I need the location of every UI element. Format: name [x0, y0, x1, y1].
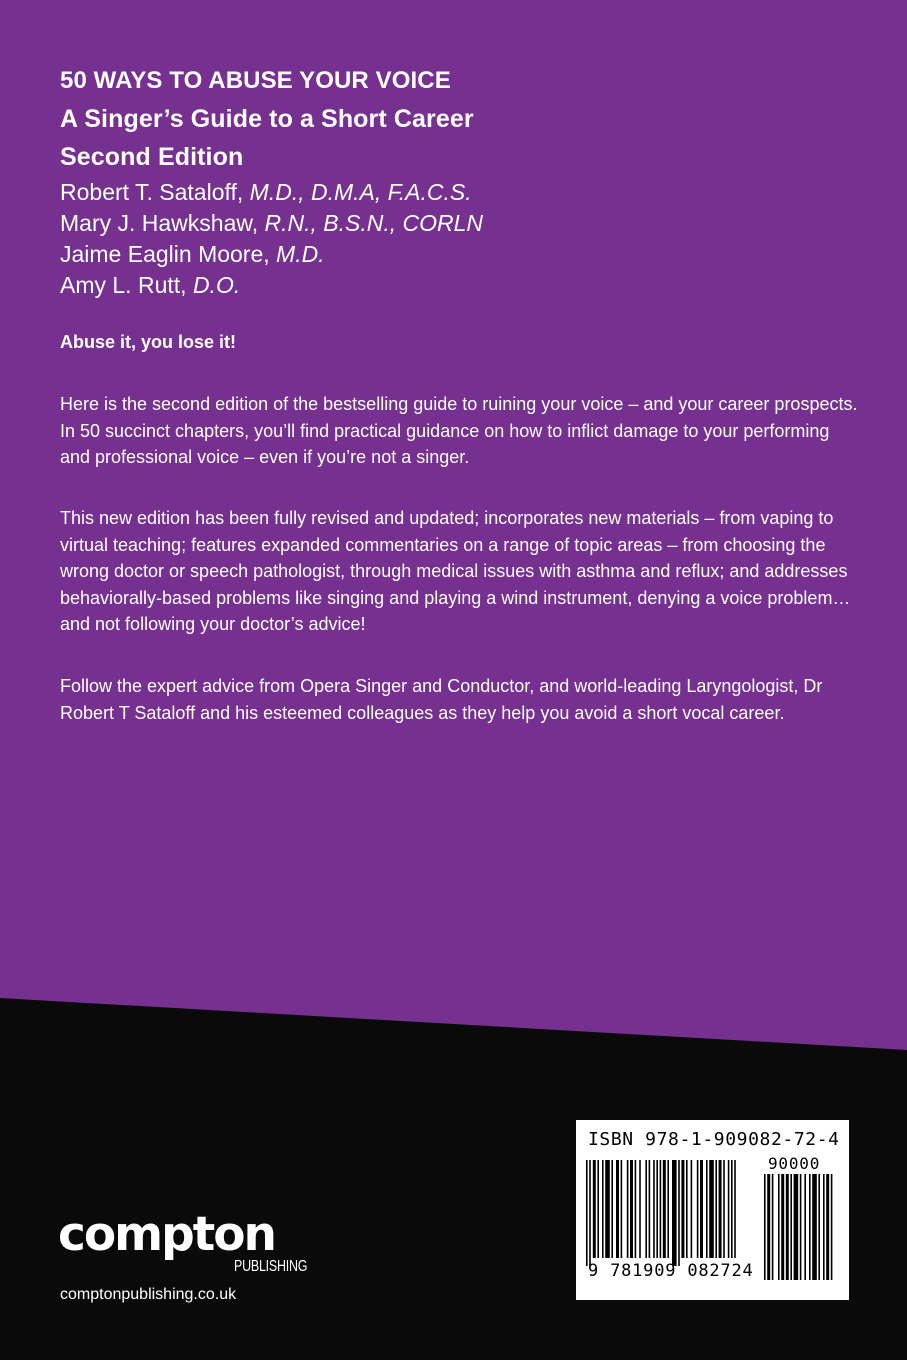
- description-paragraph-3: Follow the expert advice from Opera Singer and Conductor, and world-leading Laryngologist, Dr Robert T Sataloff and his esteemed colleagues as they help you avoid a short vocal career.: [60, 676, 823, 723]
- publisher-logo-word: compton: [58, 1207, 275, 1262]
- barcode-box: [576, 1120, 849, 1300]
- author-credentials: R.N., B.S.N., CORLN: [264, 210, 484, 236]
- ean-digits-text: 9 781909 082724: [588, 1261, 754, 1281]
- author-name: Jaime Eaglin Moore,: [60, 241, 277, 267]
- isbn-text: ISBN 978-1-909082-72-4: [588, 1129, 840, 1150]
- title-block: [60, 62, 860, 176]
- author-name: Mary J. Hawkshaw,: [60, 210, 265, 236]
- author-list: [60, 177, 860, 301]
- publisher-website: comptonpublishing.co.uk: [60, 1286, 237, 1303]
- addon-barcode: [764, 1174, 838, 1282]
- publisher-logo-sub: PUBLISHING: [234, 1258, 308, 1275]
- author-credentials: D.O.: [192, 272, 241, 298]
- description-paragraph-1: Here is the second edition of the bestselling guide to ruining your voice – and your career prospects. In 50 succinct chapters, you’ll find practical guidance on how to inflict damage to your performing and professional voice – even if you’re not a singer.: [60, 394, 858, 467]
- author-name: Amy L. Rutt,: [60, 272, 193, 298]
- book-title: 50 WAYS TO ABUSE YOUR VOICE: [60, 67, 451, 94]
- author-line: [60, 270, 860, 301]
- tagline: Abuse it, you lose it!: [60, 332, 237, 352]
- author-name: Robert T. Sataloff,: [60, 179, 250, 205]
- author-line: [60, 239, 860, 270]
- author-line: [60, 177, 860, 208]
- publisher-logo: [58, 1207, 308, 1275]
- edition-label: Second Edition: [60, 143, 244, 171]
- book-subtitle: A Singer’s Guide to a Short Career: [60, 105, 474, 133]
- author-line: [60, 208, 860, 239]
- description-paragraph-2: This new edition has been fully revised and updated; incorporates new materials – from vaping to virtual teaching; features expanded commentaries on a range of topic areas – from choosing the wrong doctor or speech pathologist, through medical issues with asthma and reflux; and addresses behaviorally-based problems like singing and playing a wind instrument, denying a voice problem… and not following your doctor’s advice!: [60, 508, 851, 634]
- author-credentials: M.D.: [276, 241, 325, 267]
- author-credentials: M.D., D.M.A, F.A.C.S.: [249, 179, 472, 205]
- price-code-text: 90000: [768, 1154, 821, 1173]
